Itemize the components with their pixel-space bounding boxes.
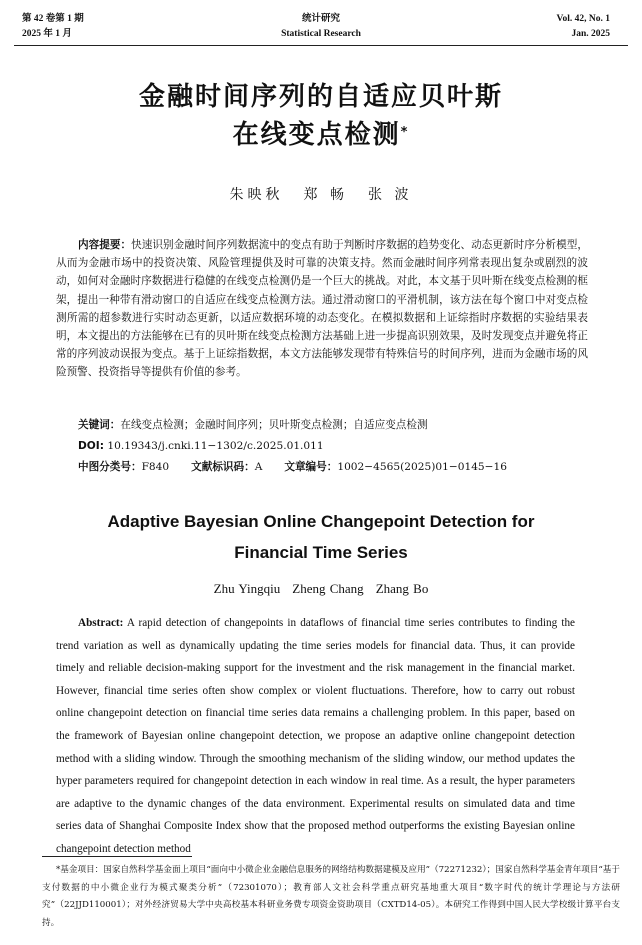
cn-title-line2-wrap <box>0 116 642 154</box>
doc-code-text: A <box>254 461 263 473</box>
header-rule <box>14 45 628 46</box>
header-date-cn: 2025 年 1 月 <box>22 29 72 39</box>
classification-line <box>78 458 507 477</box>
en-title-line2: Financial Time Series <box>234 543 408 562</box>
doi-text: 10.19343/j.cnki.11−1302/c.2025.01.011 <box>107 440 324 452</box>
cn-keywords-text: 在线变点检测；金融时间序列；贝叶斯变点检测；自适应变点检测 <box>120 419 428 431</box>
clc-label: 中图分类号： <box>78 461 142 473</box>
cn-keywords-label: 关键词： <box>78 419 121 431</box>
doc-code-label: 文献标识码： <box>191 461 255 473</box>
en-title-line1: Adaptive Bayesian Online Changepoint Detection for <box>107 512 535 531</box>
en-abstract-label: Abstract: <box>78 617 124 629</box>
header-journal <box>0 12 642 42</box>
doi-line <box>78 437 324 456</box>
en-author: Zhu Yingqiu <box>213 581 281 596</box>
cn-author: 张 波 <box>368 187 413 203</box>
cn-author: 郑 畅 <box>303 187 348 203</box>
cn-title-line2: 在线变点检测 <box>232 120 401 150</box>
clc-text: F840 <box>141 461 170 473</box>
header-volume-issue: 第 42 卷第 1 期 <box>22 14 84 24</box>
article-no-text: 1002−4565(2025)01−0145−16 <box>337 461 508 473</box>
header-journal-cn: 统计研究 <box>301 14 340 24</box>
cn-author: 朱映秋 <box>229 187 284 203</box>
cn-keywords <box>78 416 428 435</box>
funding-footnote: *基金项目：国家自然科学基金面上项目“面向中小微企业金融信息服务的网络结构数据建模及应用”（72271232）；国家自然科学基金青年项目“基于支付数据的中小微企业行为模式聚类分析”（72301070）；教育部人文社会科学重点研究基地重大项目“数字时代的统计学理论与方法研究”（22JJD110001）；对外经济贸易大学中央高校基本科研业务费专项资金资助项目（CXTD14-05）。本研究工作得到中国人民大学校级计算平台支持。 <box>42 865 620 928</box>
cn-authors <box>0 184 642 204</box>
en-abstract-text: A rapid detection of changepoints in dataflows of financial time series contributes to finding the trend variation as well as dynamically updating the time series models for financial data. Thus, it can provide timely and reliable decision-making support for the investment and the risk management in the financial market. However, financial time series often show complex or violent fluctuations. Therefore, how to carry out robust online changepoint detection on financial time series data remains a challenging problem. In this paper, based on the framework of Bayesian online changepoint detection, we propose an adaptive online changepoint detection method with a sliding window. Through the smoothing mechanism of the sliding window, our method updates the hyper parameters required for changepoint detection in each window in real time. As a result, the hyper parameters are adaptive to the dynamic changes of the data environment. Experimental results on simulated data and time series data of Shanghai Composite Index show that the proposed method outperforms the existing Bayesian online changepoint detection method <box>56 617 576 855</box>
header-date-en: Jan. 2025 <box>571 29 610 39</box>
cn-abstract-label: 内容提要： <box>78 239 132 251</box>
en-author: Zheng Chang <box>292 581 364 596</box>
en-authors <box>0 581 642 597</box>
cn-title-line1: 金融时间序列的自适应贝叶斯 <box>138 82 503 112</box>
header-journal-en: Statistical Research <box>281 29 361 39</box>
footnote-rule <box>42 856 192 857</box>
header-volume-en <box>557 12 611 42</box>
cn-abstract <box>56 236 588 382</box>
header-vol-no: Vol. 42, No. 1 <box>556 14 610 24</box>
title-footnote-mark: * <box>400 125 410 140</box>
doi-label: DOI: <box>78 440 104 452</box>
en-author: Zhang Bo <box>375 581 429 596</box>
en-abstract <box>56 612 575 861</box>
cn-abstract-text: 快速识别金融时间序列数据流中的变点有助于判断时序数据的趋势变化、动态更新时序分析模型，从而为金融市场中的投资决策、风险管理提供及时可靠的决策支持。然而金融时间序列常表现出复杂或剧烈的波动，如何对金融时序数据进行稳健的在线变点检测仍是一个巨大的挑战。对此，本文基于贝叶斯在线变点检测的框架，提出一种带有滑动窗口的自适应在线变点检测方法。通过滑动窗口的平滑机制，该方法在每个窗口中对变点检测所需的超参数进行实时动态更新，以适应数据环境的动态变化。在模拟数据和上证综指时序数据的实验结果表明，本文提出的方法能够在已有的贝叶斯在线变点检测方法基础上进一步提高识别效果，及时发现变点并避免将正常的序列波动误报为变点。基于上证综指数据，本文方法能够发现带有特殊信号的时间序列，进而为金融市场的风险预警、投资指导等提供有价值的参考。 <box>56 239 589 379</box>
article-no-label: 文章编号： <box>284 461 338 473</box>
